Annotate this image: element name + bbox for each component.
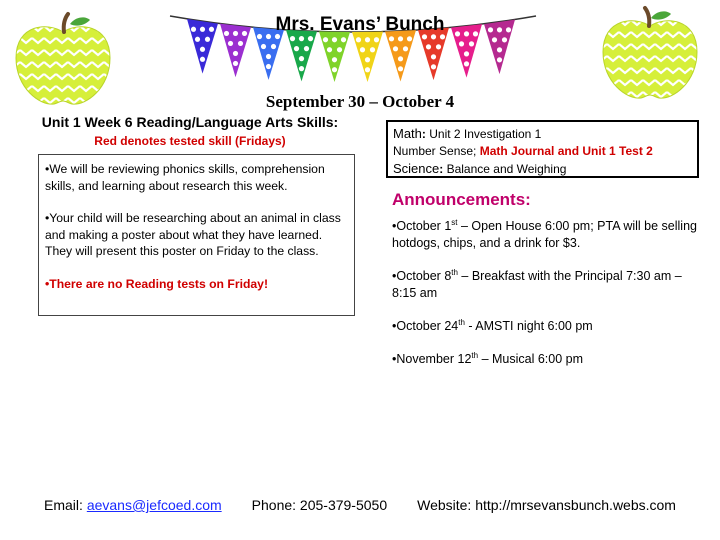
reading-heading: Unit 1 Week 6 Reading/Language Arts Skills: xyxy=(41,114,339,130)
reading-bullet: •Your child will be researching about an animal in class and making a poster about what they have learned. They will present this poster on Friday to the class. xyxy=(45,211,341,258)
reading-bullet-tested: •There are no Reading tests on Friday! xyxy=(45,276,269,291)
subjects-box xyxy=(386,120,699,178)
announcement-item: •October 8th – Breakfast with the Principal 7:30 am – 8:15 am xyxy=(392,267,682,300)
tested-math: Math Journal and Unit 1 Test 2 xyxy=(479,144,653,158)
week-dates: September 30 – October 4 xyxy=(265,92,455,111)
announcement-item: •October 1st – Open House 6:00 pm; PTA will be selling hotdogs, chips, and a drink for $3. xyxy=(392,217,697,250)
email-label: Email: xyxy=(44,497,87,513)
announcements-title: Announcements: xyxy=(392,190,531,209)
reading-bullet: •We will be reviewing phonics skills, comprehension skills, and learning about research this week. xyxy=(45,162,325,193)
announcements-list xyxy=(392,218,702,384)
pennant-flag xyxy=(319,31,350,82)
announcement-item: •November 12th – Musical 6:00 pm xyxy=(392,350,584,366)
math-line: Math: Unit 2 Investigation 1 xyxy=(393,126,542,141)
reading-skills-box xyxy=(38,154,355,316)
science-text: Balance and Weighing xyxy=(443,162,567,176)
pennant-flag xyxy=(385,30,416,81)
tested-skill-note: Red denotes tested skill (Fridays) xyxy=(94,134,286,148)
announcement-item: •October 24th - AMSTI night 6:00 pm xyxy=(392,317,593,333)
science-label: Science xyxy=(393,161,440,176)
math-label: Math xyxy=(393,126,422,141)
phone-text: Phone: 205-379-5050 xyxy=(251,497,388,513)
page-title: Mrs. Evans’ Bunch xyxy=(275,14,445,35)
website-text: Website: http://mrsevansbunch.webs.com xyxy=(417,497,676,513)
science-line: Science: Balance and Weighing xyxy=(393,161,567,176)
pennant-flag xyxy=(286,30,317,82)
math-text: Unit 2 Investigation 1 xyxy=(425,127,542,141)
email-link[interactable]: aevans@jefcoed.com xyxy=(86,497,222,513)
number-sense-line: Number Sense; Math Journal and Unit 1 Test 2 xyxy=(393,144,653,158)
contact-footer xyxy=(0,497,720,513)
pennant-flag xyxy=(352,32,383,82)
